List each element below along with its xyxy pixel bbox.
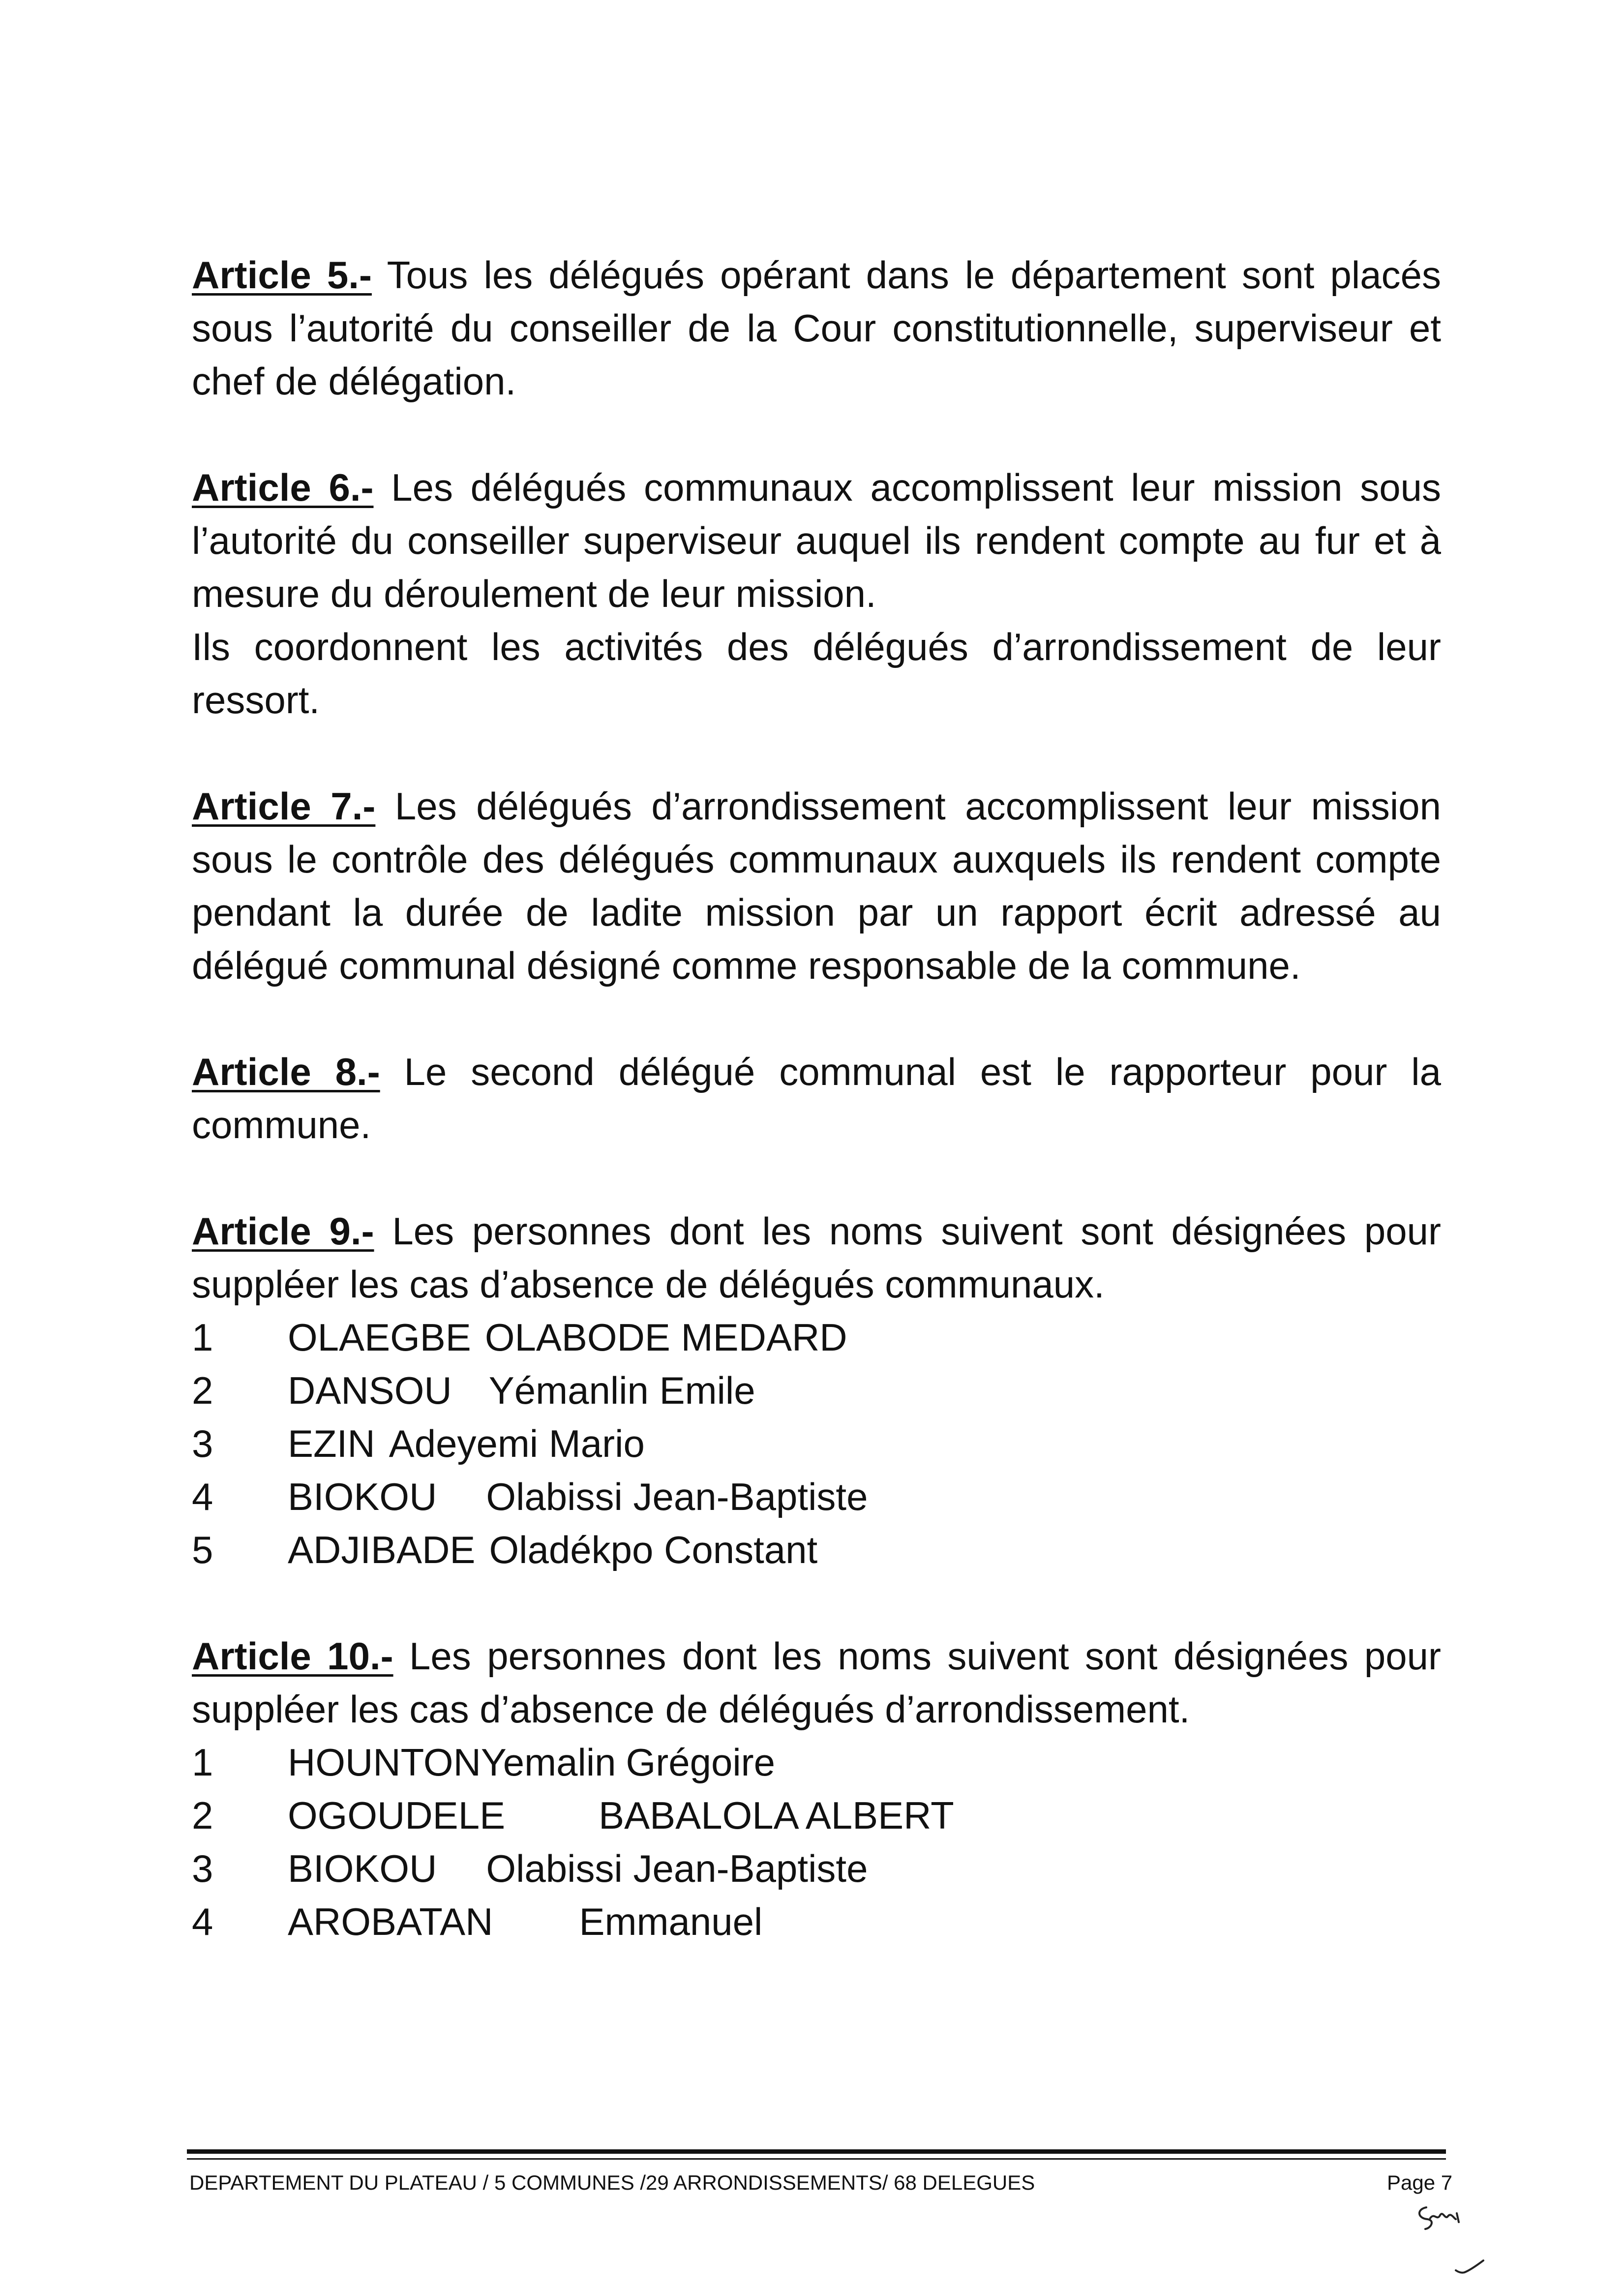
list-item-given-name: Grégoire bbox=[626, 1741, 776, 1784]
list-item-number: 2 bbox=[192, 1794, 213, 1837]
footer-divider bbox=[187, 2149, 1446, 2154]
list-item-surname: DANSOU bbox=[288, 1369, 452, 1412]
article-6-paragraph bbox=[192, 461, 1441, 620]
article-8-text: Le second délégué communal est le rapporteur pour la commune. bbox=[192, 1050, 1441, 1146]
list-item bbox=[192, 1311, 1441, 1364]
list-item-surname: HOUNTONYemalin bbox=[288, 1741, 616, 1784]
article-5 bbox=[192, 248, 1441, 408]
list-item-given-name: Yémanlin Emile bbox=[488, 1369, 755, 1412]
footer-divider-thin bbox=[187, 2158, 1446, 2160]
article-10-paragraph bbox=[192, 1629, 1441, 1736]
list-item-surname: EZIN bbox=[288, 1422, 375, 1465]
list-item bbox=[192, 1364, 1441, 1417]
list-item-number: 4 bbox=[192, 1475, 213, 1518]
article-7-label: Article 7.- bbox=[192, 784, 376, 828]
list-item-given-name: OLABODE MEDARD bbox=[484, 1316, 847, 1359]
list-item-number: 3 bbox=[192, 1422, 213, 1465]
list-item-number: 3 bbox=[192, 1847, 213, 1890]
list-item-number: 1 bbox=[192, 1316, 213, 1359]
footer-text: DEPARTEMENT DU PLATEAU / 5 COMMUNES /29 ARRONDISSEMENTS/ 68 DELEGUES bbox=[189, 2171, 1035, 2194]
article-6 bbox=[192, 461, 1441, 726]
list-item-given-name: Emmanuel bbox=[579, 1900, 763, 1943]
list-item-surname: AROBATAN bbox=[288, 1900, 493, 1943]
article-10 bbox=[192, 1629, 1441, 1948]
list-item-number: 2 bbox=[192, 1369, 213, 1412]
list-item bbox=[192, 1470, 1441, 1523]
list-item-surname: BIOKOU bbox=[288, 1847, 437, 1890]
article-5-paragraph bbox=[192, 248, 1441, 408]
list-item-surname: OGOUDELE bbox=[288, 1794, 506, 1837]
handwritten-initials bbox=[1407, 2199, 1495, 2282]
article-5-text: Tous les délégués opérant dans le département sont placés sous l’autorité du conseiller de la Cour constitutionnelle, superviseur et chef de délégation. bbox=[192, 253, 1442, 403]
article-10-label: Article 10.- bbox=[192, 1634, 393, 1678]
article-8 bbox=[192, 1045, 1441, 1151]
article-6-paragraph-2: Ils coordonnent les activités des délégués d’arrondissement de leur ressort. bbox=[192, 625, 1441, 722]
article-7-paragraph bbox=[192, 780, 1441, 992]
list-item-surname: OLAEGBE bbox=[288, 1316, 471, 1359]
article-9-paragraph bbox=[192, 1205, 1441, 1311]
article-9 bbox=[192, 1205, 1441, 1576]
list-item-number: 4 bbox=[192, 1900, 213, 1943]
list-item-given-name: Olabissi Jean-Baptiste bbox=[486, 1847, 868, 1890]
list-item-given-name: Adeyemi Mario bbox=[389, 1422, 645, 1465]
list-item-given-name: Olabissi Jean-Baptiste bbox=[486, 1475, 868, 1518]
page-number: Page 7 bbox=[1387, 2171, 1453, 2194]
list-item bbox=[192, 1523, 1441, 1576]
list-item bbox=[192, 1789, 1441, 1842]
article-9-label: Article 9.- bbox=[192, 1209, 374, 1253]
article-7 bbox=[192, 780, 1441, 992]
article-8-label: Article 8.- bbox=[192, 1050, 380, 1093]
list-item bbox=[192, 1417, 1441, 1470]
article-7-text: Les délégués d’arrondissement accomplissent leur mission sous le contrôle des délégués communaux auxquels ils rendent compte pendant la durée de ladite mission par un rapport écrit adressé au délégué communal désigné comme responsable de la commune. bbox=[192, 784, 1441, 987]
article-6-label: Article 6.- bbox=[192, 466, 374, 509]
document-body bbox=[192, 248, 1441, 2001]
list-item-number: 1 bbox=[192, 1741, 213, 1784]
list-item-given-name: Oladékpo Constant bbox=[489, 1528, 818, 1571]
list-item-number: 5 bbox=[192, 1528, 213, 1571]
list-item-surname: BIOKOU bbox=[288, 1475, 437, 1518]
article-9-text: Les personnes dont les noms suivent sont désignées pour suppléer les cas d’absence de délégués communaux. bbox=[192, 1209, 1441, 1306]
article-6-text: Les délégués communaux accomplissent leur mission sous l’autorité du conseiller superviseur auquel ils rendent compte au fur et à mesure du déroulement de leur mission. bbox=[192, 466, 1441, 615]
article-8-paragraph bbox=[192, 1045, 1441, 1151]
article-10-text: Les personnes dont les noms suivent sont désignées pour suppléer les cas d’absence de délégués d’arrondissement. bbox=[192, 1634, 1441, 1731]
list-item bbox=[192, 1842, 1441, 1895]
list-item-given-name: BABALOLA ALBERT bbox=[599, 1794, 954, 1837]
article-10-name-list bbox=[192, 1736, 1441, 1948]
article-9-name-list bbox=[192, 1311, 1441, 1576]
list-item bbox=[192, 1895, 1441, 1948]
article-5-label: Article 5.- bbox=[192, 253, 372, 297]
list-item-surname: ADJIBADE bbox=[288, 1528, 476, 1571]
list-item bbox=[192, 1736, 1441, 1789]
